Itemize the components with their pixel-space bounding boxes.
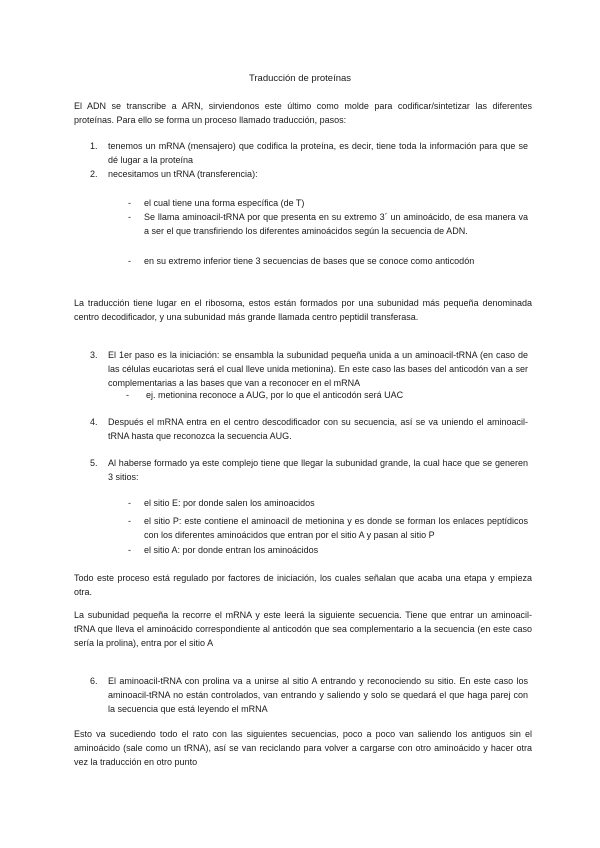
dash-bullet: -	[128, 545, 131, 555]
list-text: Al haberse formado ya este complejo tiene que llegar la subunidad grande, la cual hace que se generen 3 sitios:	[108, 458, 528, 482]
closing-paragraph: Esto va sucediendo todo el rato con las siguientes secuencias, poco a poco van saliendo los antiguos sin el aminoácido (sale como un tRNA), así se van reciclando para volver a cargarse con otro aminoácido y hacer otra vez la traducción en otro punto	[74, 729, 532, 767]
bullet-text: el sitio A: por donde entran los aminoácidos	[144, 545, 319, 555]
dash-bullet: -	[126, 390, 129, 400]
bullet-text: ej. metionina reconoce a AUG, por lo que el anticodón será UAC	[146, 390, 404, 400]
list-number: 4.	[90, 417, 98, 427]
intro-paragraph: El ADN se transcribe a ARN, sirviendonos este último como molde para codificar/sintetizar las diferentes proteínas. Para ello se forma un proceso llamado traducción, pasos:	[74, 101, 532, 125]
list-number: 1.	[90, 141, 98, 151]
dash-bullet: -	[128, 212, 131, 222]
bullet-text: el sitio P: este contiene el aminoacil de metionina y es donde se forman los enlaces peptídicos con los diferentes aminoácidos que entran por el sitio A y pasan al sitio P	[144, 516, 528, 540]
list-text: Después el mRNA entra en el centro descodificador con su secuencia, así se va uniendo el aminoacil-tRNA hasta que reconozca la secuencia AUG.	[108, 417, 528, 441]
list-text: El aminoacil-tRNA con prolina va a unirse al sitio A entrando y reconociendo su sitio. En este caso los aminoacil-tRNA no están controlados, van entrando y saliendo y solo se quedará el que haga parej con la secuencia que está leyendo el mRNA	[108, 676, 528, 714]
bullet-text: el cual tiene una forma específica (de T)	[144, 198, 305, 208]
list-text: El 1er paso es la iniciación: se ensambla la subunidad pequeña unida a un aminoacil-tRNA (en caso de las células eucariotas será el cual lleve unida metionina). En este caso las bases del anticodón van a ser complementarias a las bases que van a reconocer en el mRNA	[108, 350, 528, 388]
list-number: 5.	[90, 458, 98, 468]
ribosome-paragraph: La traducción tiene lugar en el ribosoma, estos están formados por una subunidad más pequeña denominada centro decodificador, y una subunidad más grande llamada centro peptidil transferasa.	[74, 298, 532, 322]
bullet-text: en su extremo inferior tiene 3 secuencias de bases que se conoce como anticodón	[144, 256, 475, 266]
dash-bullet: -	[128, 198, 131, 208]
page-title: Traducción de proteínas	[248, 73, 352, 84]
bullet-text: Se llama aminoacil-tRNA por que presenta en su extremo 3´ un aminoácido, de esa manera va a ser el que transfiriendo los diferentes aminoácidos según la secuencia de ADN.	[144, 212, 528, 236]
list-number: 2.	[90, 169, 98, 179]
list-number: 6.	[90, 676, 98, 686]
dash-bullet: -	[128, 256, 131, 266]
small-subunit-paragraph: La subunidad pequeña la recorre el mRNA y este leerá la siguiente secuencia. Tiene que entrar un aminoacil-tRNA que lleva el aminoácido correspondiente al anticodón que sea complementario a la secuencia (en este caso sería la prolina), entra por el sitio A	[74, 610, 532, 648]
bullet-text: el sitio E: por donde salen los aminoacidos	[144, 498, 315, 508]
list-text: tenemos un mRNA (mensajero) que codifica la proteína, es decir, tiene toda la información para que se dé lugar a la proteína	[108, 141, 528, 165]
regulation-paragraph: Todo este proceso está regulado por factores de iniciación, los cuales señalan que acaba una etapa y empieza otra.	[74, 573, 532, 597]
list-number: 3.	[90, 350, 98, 360]
dash-bullet: -	[128, 498, 131, 508]
dash-bullet: -	[128, 516, 131, 526]
list-text: necesitamos un tRNA (transferencia):	[108, 169, 258, 179]
